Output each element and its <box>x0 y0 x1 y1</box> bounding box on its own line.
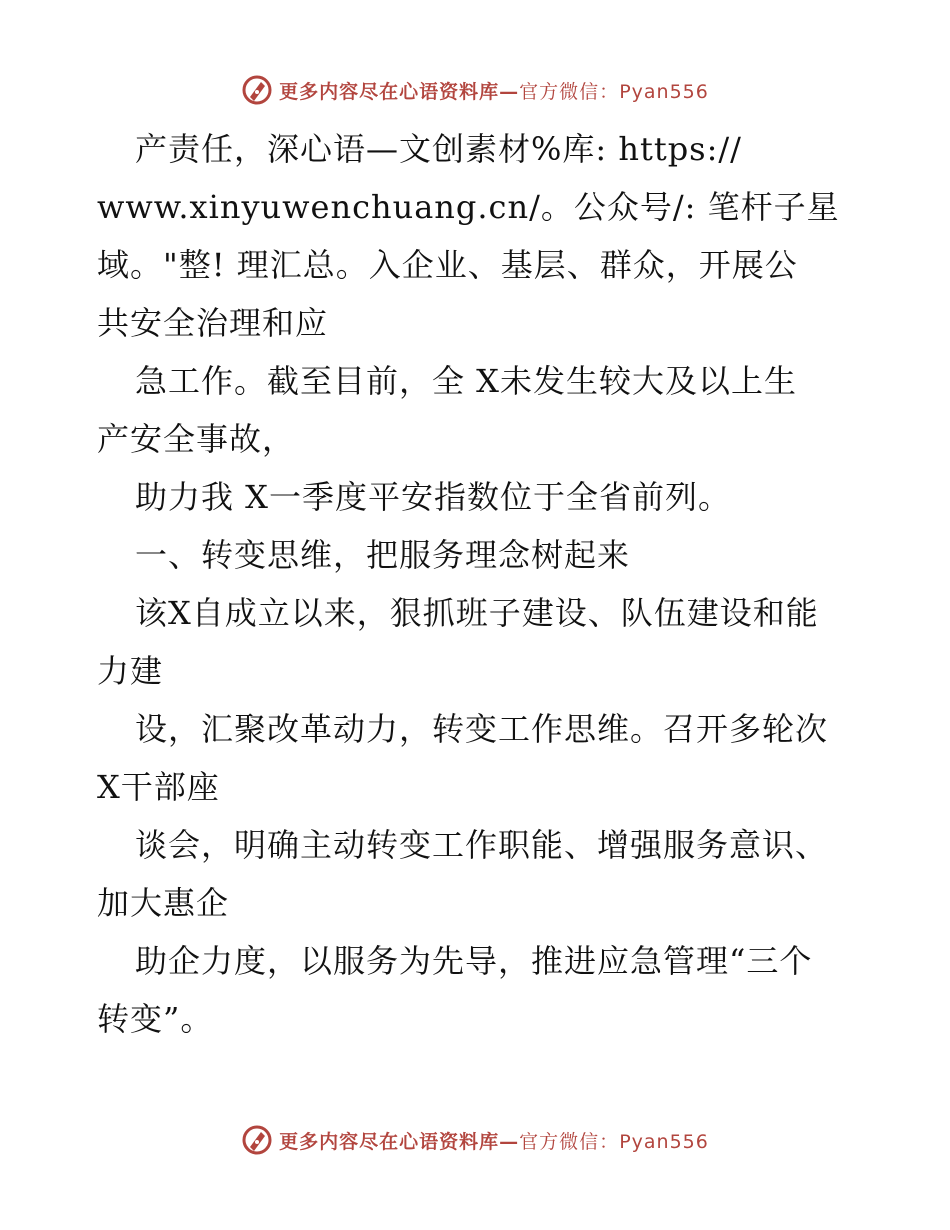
footer-dash: — <box>499 1130 520 1153</box>
text-line: 助力我 X一季度平安指数位于全省前列。 <box>135 478 731 516</box>
text-line: 转变”。 <box>97 1000 214 1038</box>
header-wechat-label: 官方微信： <box>519 80 620 103</box>
header-banner <box>0 70 950 110</box>
text-line: X干部座 <box>97 768 220 806</box>
pen-nib-logo-icon <box>241 74 273 106</box>
footer-wechat-label: 官方微信： <box>519 1130 620 1153</box>
document-body <box>97 120 857 1048</box>
text-line: 域。"整! 理汇总。入企业、基层、群众，开展公 <box>97 246 798 284</box>
footer-text <box>279 1127 709 1154</box>
text-line: www.xinyuwenchuang.cn/。公众号/: 笔杆子星 <box>97 188 840 226</box>
text-line: 力建 <box>97 652 164 690</box>
header-text <box>279 77 709 104</box>
footer-banner <box>0 1120 950 1160</box>
text-line: 产安全事故， <box>97 420 296 458</box>
header-wechat-id: Pyan556 <box>619 80 709 103</box>
footer-wechat-id: Pyan556 <box>619 1130 709 1153</box>
text-line: 谈会，明确主动转变工作职能、增强服务意识、 <box>135 826 829 864</box>
text-line: 该X自成立以来，狠抓班子建设、队伍建设和能 <box>135 594 819 632</box>
pen-nib-logo-icon <box>241 1124 273 1156</box>
text-line: 助企力度，以服务为先导，推进应急管理“三个 <box>135 942 813 980</box>
header-site-text: 更多内容尽在心语资料库 <box>279 80 500 103</box>
text-line: 设，汇聚改革动力，转变工作思维。召开多轮次 <box>135 710 829 748</box>
header-dash: — <box>499 80 520 103</box>
text-line: 加大惠企 <box>97 884 230 922</box>
text-line: 急工作。截至目前，全 X未发生较大及以上生 <box>135 362 797 400</box>
text-line: 产责任，深心语—文创素材%库: https:// <box>135 130 742 168</box>
text-line: 一、转变思维，把服务理念树起来 <box>135 536 631 574</box>
text-line: 共安全治理和应 <box>97 304 329 342</box>
footer-site-text: 更多内容尽在心语资料库 <box>279 1130 500 1153</box>
